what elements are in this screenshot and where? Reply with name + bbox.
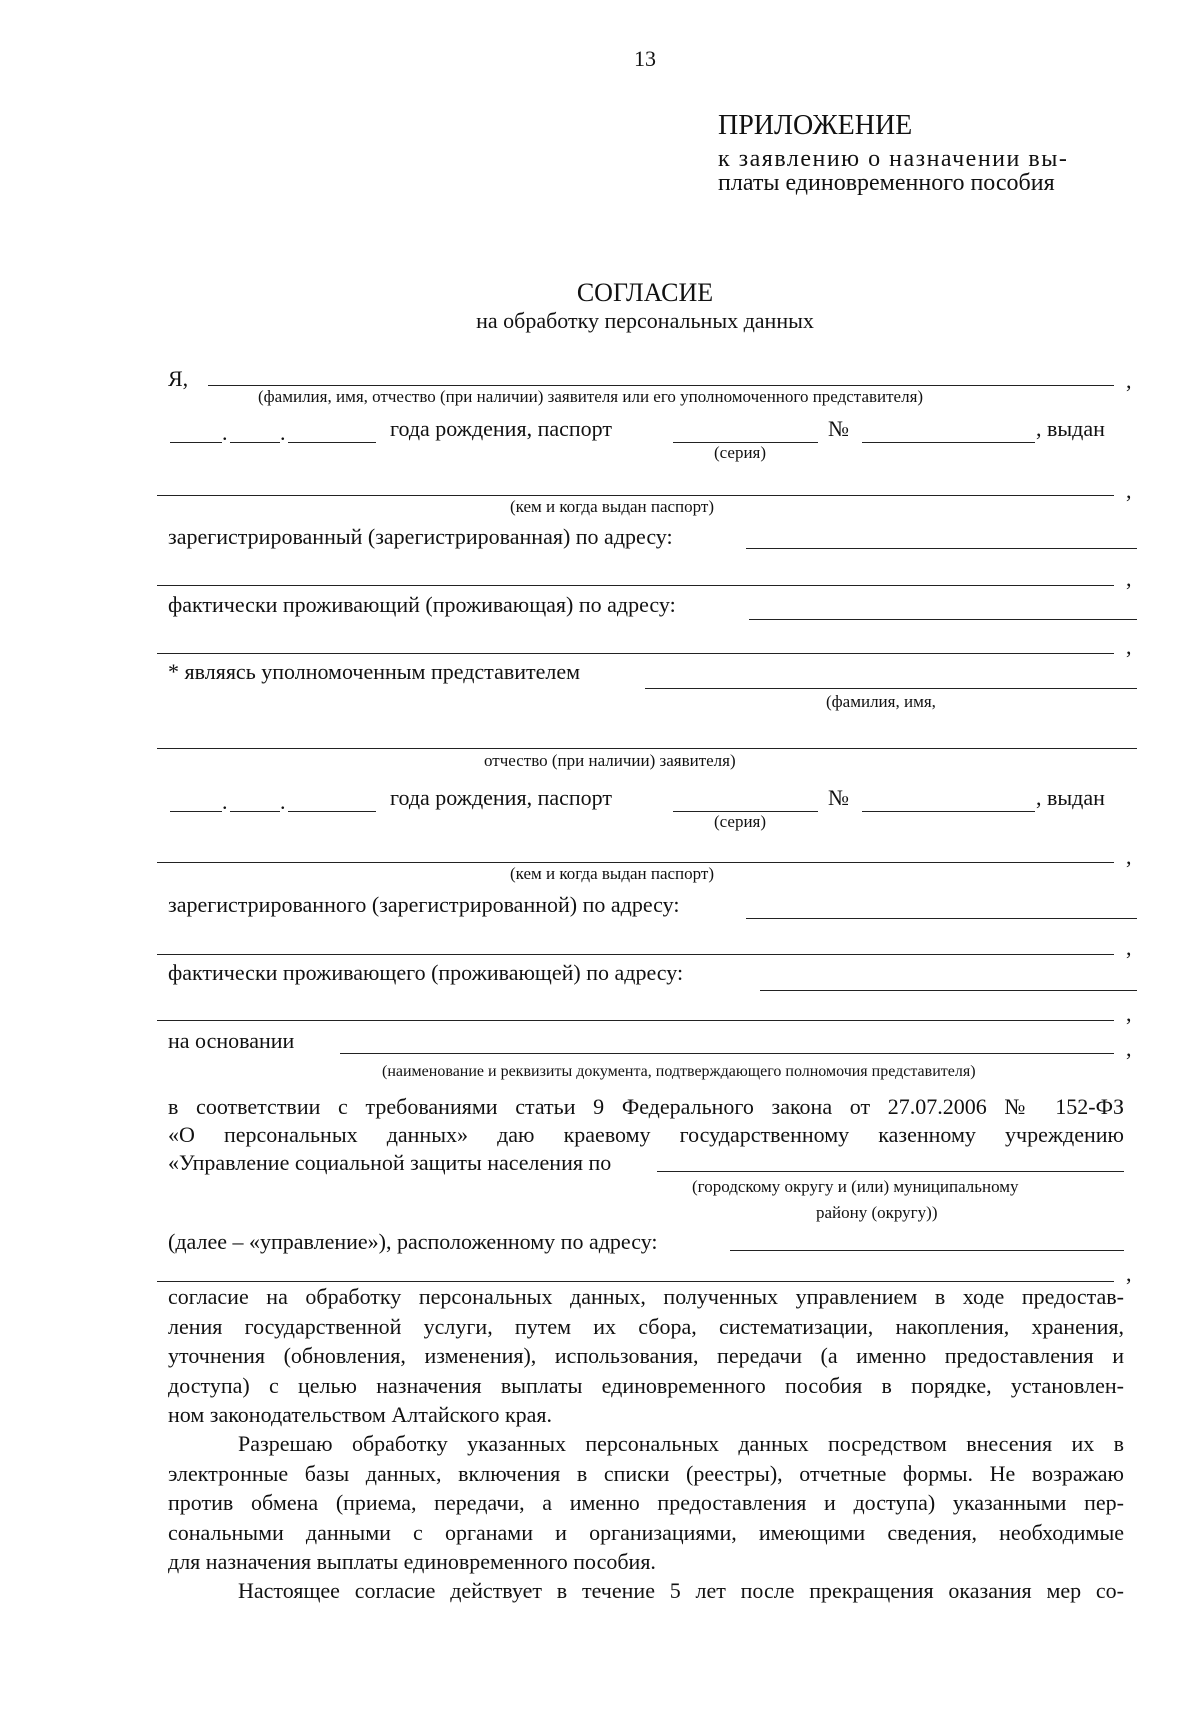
basis-document-field[interactable] [340,1053,1114,1054]
permission-line: против обмена (приема, передачи, а именно предоставления и доступа) указанными пер- [168,1490,1124,1515]
birth-year-field[interactable] [288,442,376,443]
applicant-actual-address-field-2[interactable] [157,1020,1114,1021]
applicant-actual-address-field[interactable] [760,990,1137,991]
representative-fio-field-2[interactable] [157,748,1137,749]
comma: , [1126,1001,1132,1026]
consent-line: ления государственной услуги, путем их сбора, систематизации, накопления, хранения, [168,1313,1124,1339]
birth-day-field[interactable] [170,442,222,443]
consent-line: ном законодательством Алтайского края. [168,1402,553,1427]
representative-fio-field[interactable] [645,688,1137,689]
consent-paragraph [168,1282,1124,1430]
passport-number-field[interactable] [862,442,1035,443]
applicant-passport-number-field[interactable] [862,811,1035,812]
fio-caption: (фамилия, имя, отчество (при наличии) заявителя или его уполномоченного представителя) [258,387,924,406]
law-line-3: «Управление социальной защиты населения по [168,1150,612,1175]
registered-label: зарегистрированный (зарегистрированная) по адресу: [168,524,673,549]
basis-caption: (наименование и реквизиты документа, подтверждающего полномочия представителя) [382,1063,976,1080]
office-address-field[interactable] [730,1250,1124,1251]
document-title: СОГЛАСИЕ [576,278,714,307]
district-caption-1: (городскому округу и (или) муниципальному [692,1177,1019,1196]
further-label: (далее – «управление»), расположенному по адресу: [168,1229,658,1254]
consent-line: уточнения (обновления, изменения), использования, передачи (а именно предоставления и [168,1343,1124,1368]
rep-actual-label: фактически проживающего (проживающей) по адресу: [168,960,684,985]
law-line-1: в соответствии с требованиями статьи 9 Федерального закона от 27.07.2006 № 152-ФЗ [168,1094,1124,1119]
issued-by-field[interactable] [157,495,1114,496]
appendix-title: ПРИЛОЖЕНИЕ [718,110,913,141]
issued-by-caption: (кем и когда выдан паспорт) [510,497,715,516]
birth-dot: . [222,789,228,814]
birth-label: года рождения, паспорт [390,785,612,810]
applicant-registered-address-field-2[interactable] [157,954,1114,955]
comma: , [1126,368,1132,393]
rep-fio-caption-2: отчество (при наличии) заявителя) [484,751,736,770]
district-caption-2: району (округу)) [816,1203,938,1222]
comma: , [1126,634,1132,659]
validity-paragraph [168,1576,1124,1606]
actual-address-field[interactable] [749,619,1137,620]
comma: , [1126,1036,1132,1061]
validity-line: Настоящее согласие действует в течение 5 лет после прекращения оказания мер со- [238,1578,1124,1603]
applicant-registered-address-field[interactable] [746,918,1137,919]
birth-dot: . [222,420,228,445]
permission-paragraph [168,1429,1124,1577]
birth-month-field[interactable] [230,442,280,443]
applicant-birth-year-field[interactable] [288,811,376,812]
comma: , [1126,844,1132,869]
rep-registered-label: зарегистрированного (зарегистрированной) по адресу: [168,892,680,917]
district-field[interactable] [657,1171,1124,1172]
consent-line: согласие на обработку персональных данных, полученных управлением в ходе предостав- [168,1284,1124,1309]
appendix-line-2: платы единовременного пособия [718,170,1055,196]
appendix-line-1: к заявлению о назначении вы- [718,146,1069,172]
law-line-2: «О персональных данных» даю краевому государственному казенному учреждению [168,1122,1124,1147]
number-sign: № [828,785,849,810]
comma: , [1126,566,1132,591]
registered-address-field[interactable] [746,548,1137,549]
registered-address-field-2[interactable] [157,585,1114,586]
basis-label: на основании [168,1028,295,1053]
comma: , [1126,478,1132,503]
page-number: 13 [634,46,656,71]
representative-label: * являясь уполномоченным представителем [168,659,581,684]
applicant-issued-by-field[interactable] [157,862,1114,863]
consent-line: доступа) с целью назначения выплаты единовременного пособия в порядке, установлен- [168,1372,1124,1398]
comma: , [1126,935,1132,960]
comma: , [1126,1261,1132,1286]
permission-line: сональными данными с органами и организациями, имеющими сведения, необходимые [168,1519,1124,1545]
permission-line: для назначения выплаты единовременного пособия. [168,1549,656,1574]
number-sign: № [828,416,849,441]
issued-label: , выдан [1036,416,1105,441]
issued-label: , выдан [1036,785,1105,810]
rep-fio-caption-1: (фамилия, имя, [826,692,936,711]
birth-dot: . [280,420,286,445]
applicant-birth-day-field[interactable] [170,811,222,812]
permission-line: электронные базы данных, включения в списки (реестры), отчетные формы. Не возражаю [168,1460,1124,1486]
applicant-fio-field[interactable] [208,385,1114,386]
birth-dot: . [280,789,286,814]
actual-label: фактически проживающий (проживающая) по адресу: [168,592,676,617]
birth-label: года рождения, паспорт [390,416,612,441]
applicant-birth-month-field[interactable] [230,811,280,812]
series-caption: (серия) [714,443,767,462]
ya-label: Я, [168,366,189,391]
permission-line: Разрешаю обработку указанных персональных данных посредством внесения их в [238,1431,1124,1456]
actual-address-field-2[interactable] [157,653,1114,654]
document-subtitle: на обработку персональных данных [476,308,814,333]
series-caption: (серия) [714,812,767,831]
issued-by-caption: (кем и когда выдан паспорт) [510,864,715,883]
